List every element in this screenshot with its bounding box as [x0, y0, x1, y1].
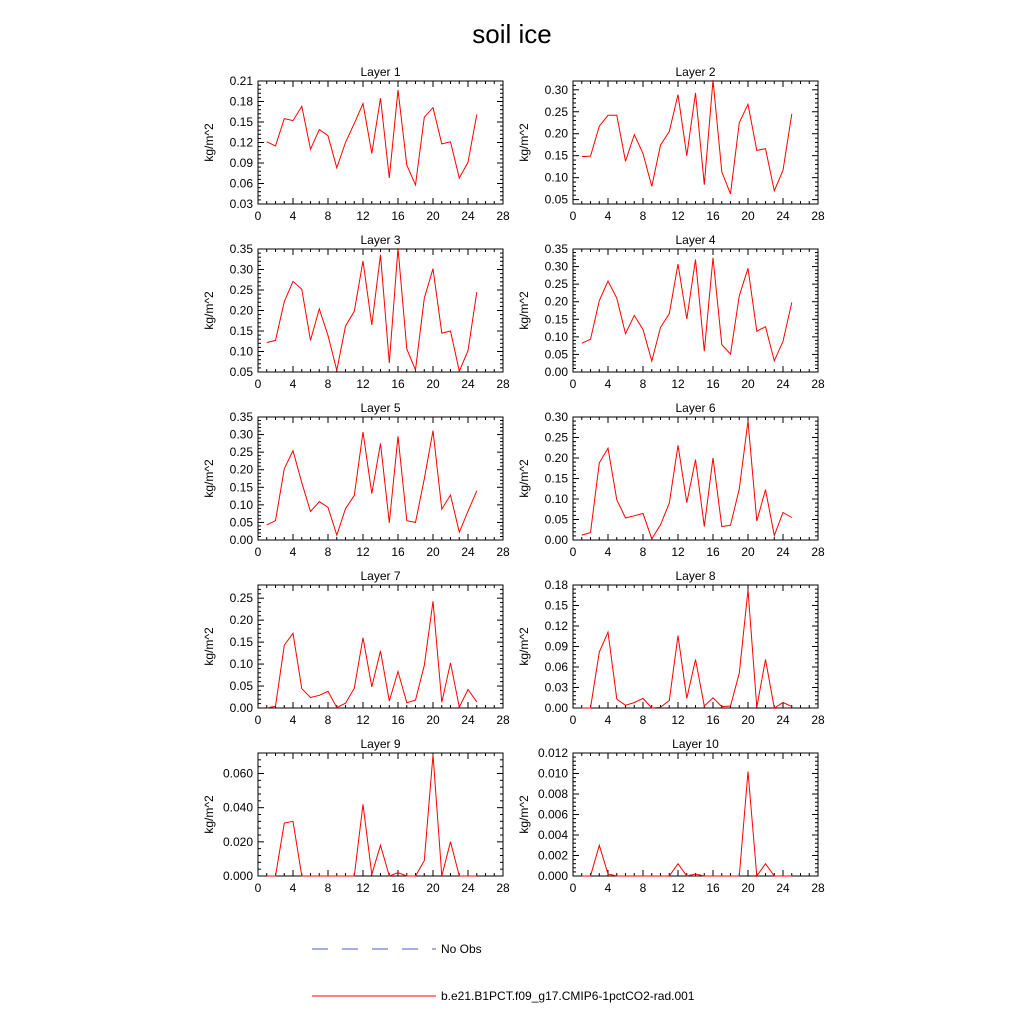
y-tick-label: 0.20	[229, 462, 253, 477]
series-line	[582, 772, 792, 877]
x-tick-label: 28	[496, 545, 510, 559]
legend-label-model: b.e21.B1PCT.f09_g17.CMIP6-1pctCO2-rad.001	[441, 989, 695, 1003]
y-tick-label: 0.06	[544, 660, 568, 674]
y-tick-label: 0.012	[537, 746, 568, 760]
x-tick-label: 24	[461, 545, 475, 559]
x-tick-label: 20	[741, 545, 755, 559]
y-axis-label: kg/m^2	[202, 627, 216, 666]
x-tick-label: 0	[254, 881, 262, 895]
y-tick-label: 0.15	[229, 324, 253, 338]
x-tick-label: 28	[811, 881, 825, 895]
x-tick-label: 0	[254, 545, 262, 559]
y-tick-label: 0.060	[222, 766, 253, 781]
x-tick-label: 20	[741, 881, 755, 895]
panel-title: Layer 4	[675, 233, 716, 247]
x-tick-label: 4	[604, 881, 612, 895]
y-tick-label: 0.30	[544, 82, 568, 97]
x-tick-label: 0	[254, 713, 262, 727]
plot-frame	[258, 417, 503, 540]
series-line	[267, 90, 477, 185]
x-tick-label: 8	[639, 377, 647, 391]
x-tick-label: 28	[496, 881, 510, 895]
x-tick-label: 16	[706, 209, 720, 223]
plot-frame	[573, 81, 818, 204]
y-tick-label: 0.002	[537, 848, 568, 863]
y-tick-label: 0.03	[229, 197, 253, 211]
panel-title: Layer 10	[672, 737, 719, 751]
y-tick-label: 0.00	[229, 701, 253, 715]
panel-layer-3	[202, 233, 510, 391]
y-tick-label: 0.15	[544, 148, 568, 163]
panel-title: Layer 8	[675, 569, 716, 583]
panel-layer-1	[202, 65, 510, 223]
y-axis-label: kg/m^2	[517, 123, 531, 162]
x-tick-label: 28	[496, 377, 510, 391]
x-tick-label: 20	[426, 881, 440, 895]
x-tick-label: 16	[706, 545, 720, 559]
plot-frame	[573, 249, 818, 372]
y-axis-label: kg/m^2	[517, 459, 531, 498]
y-axis-label: kg/m^2	[202, 123, 216, 162]
y-tick-label: 0.35	[544, 242, 568, 256]
panel-layer-2	[517, 65, 825, 223]
series-line	[267, 601, 477, 708]
x-tick-label: 24	[776, 377, 790, 391]
x-tick-label: 0	[254, 209, 262, 223]
y-tick-label: 0.05	[544, 347, 568, 362]
y-axis-label: kg/m^2	[517, 627, 531, 666]
panel-layer-7	[202, 569, 510, 727]
y-tick-label: 0.25	[544, 104, 568, 119]
y-tick-label: 0.10	[229, 497, 253, 512]
series-line	[267, 431, 477, 535]
x-tick-label: 8	[324, 377, 332, 391]
y-tick-label: 0.15	[544, 471, 568, 486]
y-tick-label: 0.05	[229, 515, 253, 530]
x-tick-label: 0	[569, 881, 577, 895]
figure-title: soil ice	[472, 19, 552, 49]
x-tick-label: 12	[671, 545, 685, 559]
x-tick-label: 12	[356, 881, 370, 895]
y-tick-label: 0.20	[229, 303, 253, 318]
series-line	[267, 755, 477, 876]
chart-panels	[202, 65, 825, 895]
x-tick-label: 0	[569, 545, 577, 559]
x-tick-label: 8	[639, 209, 647, 223]
panel-layer-4	[517, 233, 825, 391]
x-tick-label: 24	[776, 713, 790, 727]
x-tick-label: 8	[324, 713, 332, 727]
y-tick-label: 0.00	[544, 533, 568, 547]
y-tick-label: 0.30	[229, 262, 253, 277]
y-tick-label: 0.25	[544, 277, 568, 292]
y-tick-label: 0.004	[537, 828, 568, 842]
y-tick-label: 0.20	[229, 613, 253, 628]
x-tick-label: 28	[811, 545, 825, 559]
y-tick-label: 0.05	[544, 512, 568, 527]
plot-frame	[573, 753, 818, 876]
y-tick-label: 0.18	[544, 578, 568, 592]
x-tick-label: 28	[811, 377, 825, 391]
y-tick-label: 0.25	[544, 430, 568, 445]
y-tick-label: 0.040	[222, 800, 253, 815]
panel-title: Layer 7	[360, 569, 401, 583]
series-line	[267, 248, 477, 371]
plot-frame	[258, 753, 503, 876]
x-tick-label: 20	[741, 209, 755, 223]
panel-title: Layer 9	[360, 737, 401, 751]
x-tick-label: 12	[671, 377, 685, 391]
y-tick-label: 0.25	[229, 591, 253, 606]
panel-title: Layer 6	[675, 401, 716, 415]
x-tick-label: 16	[391, 545, 405, 559]
x-tick-label: 4	[289, 209, 297, 223]
x-tick-label: 16	[391, 377, 405, 391]
x-tick-label: 4	[604, 377, 612, 391]
panel-title: Layer 3	[360, 233, 401, 247]
y-axis-label: kg/m^2	[202, 795, 216, 834]
y-axis-label: kg/m^2	[202, 459, 216, 498]
x-tick-label: 0	[569, 377, 577, 391]
x-tick-label: 28	[811, 209, 825, 223]
x-tick-label: 12	[671, 713, 685, 727]
x-tick-label: 16	[706, 377, 720, 391]
x-tick-label: 4	[289, 377, 297, 391]
x-tick-label: 20	[741, 377, 755, 391]
y-tick-label: 0.05	[229, 365, 253, 379]
x-tick-label: 8	[639, 881, 647, 895]
y-tick-label: 0.10	[544, 329, 568, 344]
y-axis-label: kg/m^2	[202, 291, 216, 330]
x-tick-label: 4	[289, 545, 297, 559]
x-tick-label: 24	[461, 881, 475, 895]
y-axis-label: kg/m^2	[517, 291, 531, 330]
x-tick-label: 28	[496, 713, 510, 727]
x-tick-label: 16	[391, 209, 405, 223]
y-tick-label: 0.000	[222, 869, 253, 883]
y-tick-label: 0.020	[222, 834, 253, 849]
y-tick-label: 0.25	[229, 445, 253, 460]
y-tick-label: 0.20	[544, 294, 568, 309]
x-tick-label: 12	[671, 209, 685, 223]
x-tick-label: 8	[639, 713, 647, 727]
x-tick-label: 20	[426, 209, 440, 223]
x-tick-label: 4	[604, 209, 612, 223]
y-tick-label: 0.15	[544, 312, 568, 327]
x-tick-label: 24	[776, 209, 790, 223]
y-tick-label: 0.05	[544, 192, 568, 207]
y-tick-label: 0.10	[544, 170, 568, 185]
x-tick-label: 8	[324, 209, 332, 223]
panel-layer-9	[202, 737, 510, 895]
panel-layer-10	[517, 737, 825, 895]
x-tick-label: 12	[356, 209, 370, 223]
legend-item-model	[312, 989, 695, 1003]
series-line	[582, 590, 792, 708]
x-tick-label: 0	[569, 713, 577, 727]
panel-title: Layer 1	[360, 65, 401, 79]
panel-title: Layer 2	[675, 65, 716, 79]
x-tick-label: 8	[324, 545, 332, 559]
x-tick-label: 16	[391, 881, 405, 895]
legend-label-no-obs: No Obs	[441, 942, 482, 956]
y-tick-label: 0.15	[229, 115, 253, 129]
plot-frame	[573, 417, 818, 540]
y-tick-label: 0.06	[229, 176, 253, 191]
x-tick-label: 24	[461, 377, 475, 391]
x-tick-label: 0	[254, 377, 262, 391]
x-tick-label: 12	[356, 545, 370, 559]
x-tick-label: 20	[426, 377, 440, 391]
x-tick-label: 24	[461, 209, 475, 223]
x-tick-label: 16	[706, 881, 720, 895]
y-axis-label: kg/m^2	[517, 795, 531, 834]
x-tick-label: 16	[391, 713, 405, 727]
x-tick-label: 4	[604, 545, 612, 559]
y-tick-label: 0.10	[229, 657, 253, 672]
x-tick-label: 12	[356, 377, 370, 391]
legend	[312, 942, 695, 1003]
y-tick-label: 0.05	[229, 679, 253, 694]
x-tick-label: 20	[741, 713, 755, 727]
y-tick-label: 0.09	[229, 156, 253, 170]
panel-layer-8	[517, 569, 825, 727]
y-tick-label: 0.00	[229, 533, 253, 547]
x-tick-label: 8	[639, 545, 647, 559]
panel-title: Layer 5	[360, 401, 401, 415]
x-tick-label: 28	[811, 713, 825, 727]
x-tick-label: 8	[324, 881, 332, 895]
y-tick-label: 0.09	[544, 639, 568, 654]
series-line	[582, 258, 792, 361]
panel-layer-6	[517, 401, 825, 559]
series-line	[582, 421, 792, 539]
y-tick-label: 0.18	[229, 94, 253, 109]
y-tick-label: 0.008	[537, 787, 568, 801]
y-tick-label: 0.010	[537, 766, 568, 781]
y-tick-label: 0.15	[229, 635, 253, 650]
x-tick-label: 4	[604, 713, 612, 727]
x-tick-label: 12	[356, 713, 370, 727]
y-tick-label: 0.35	[229, 242, 253, 256]
y-tick-label: 0.20	[544, 451, 568, 465]
y-tick-label: 0.00	[544, 365, 568, 379]
y-tick-label: 0.30	[544, 259, 568, 274]
panel-layer-5	[202, 401, 510, 559]
x-tick-label: 24	[776, 881, 790, 895]
y-tick-label: 0.10	[229, 344, 253, 359]
x-tick-label: 24	[776, 545, 790, 559]
x-tick-label: 12	[671, 881, 685, 895]
y-tick-label: 0.15	[229, 480, 253, 495]
y-tick-label: 0.25	[229, 283, 253, 297]
y-tick-label: 0.12	[229, 135, 253, 150]
y-tick-label: 0.006	[537, 807, 568, 822]
y-tick-label: 0.20	[544, 126, 568, 141]
y-tick-label: 0.35	[229, 410, 253, 424]
x-tick-label: 16	[706, 713, 720, 727]
y-tick-label: 0.12	[544, 619, 568, 633]
x-tick-label: 24	[461, 713, 475, 727]
y-tick-label: 0.21	[229, 74, 253, 88]
y-tick-label: 0.30	[229, 427, 253, 442]
x-tick-label: 4	[289, 713, 297, 727]
y-tick-label: 0.15	[544, 598, 568, 613]
legend-item-no-obs	[312, 942, 482, 956]
x-tick-label: 4	[289, 881, 297, 895]
series-line	[582, 80, 792, 194]
y-tick-label: 0.000	[537, 869, 568, 883]
y-tick-label: 0.03	[544, 680, 568, 695]
y-tick-label: 0.30	[544, 410, 568, 424]
y-tick-label: 0.00	[544, 701, 568, 715]
x-tick-label: 20	[426, 545, 440, 559]
x-tick-label: 28	[496, 209, 510, 223]
y-tick-label: 0.10	[544, 492, 568, 506]
x-tick-label: 20	[426, 713, 440, 727]
x-tick-label: 0	[569, 209, 577, 223]
